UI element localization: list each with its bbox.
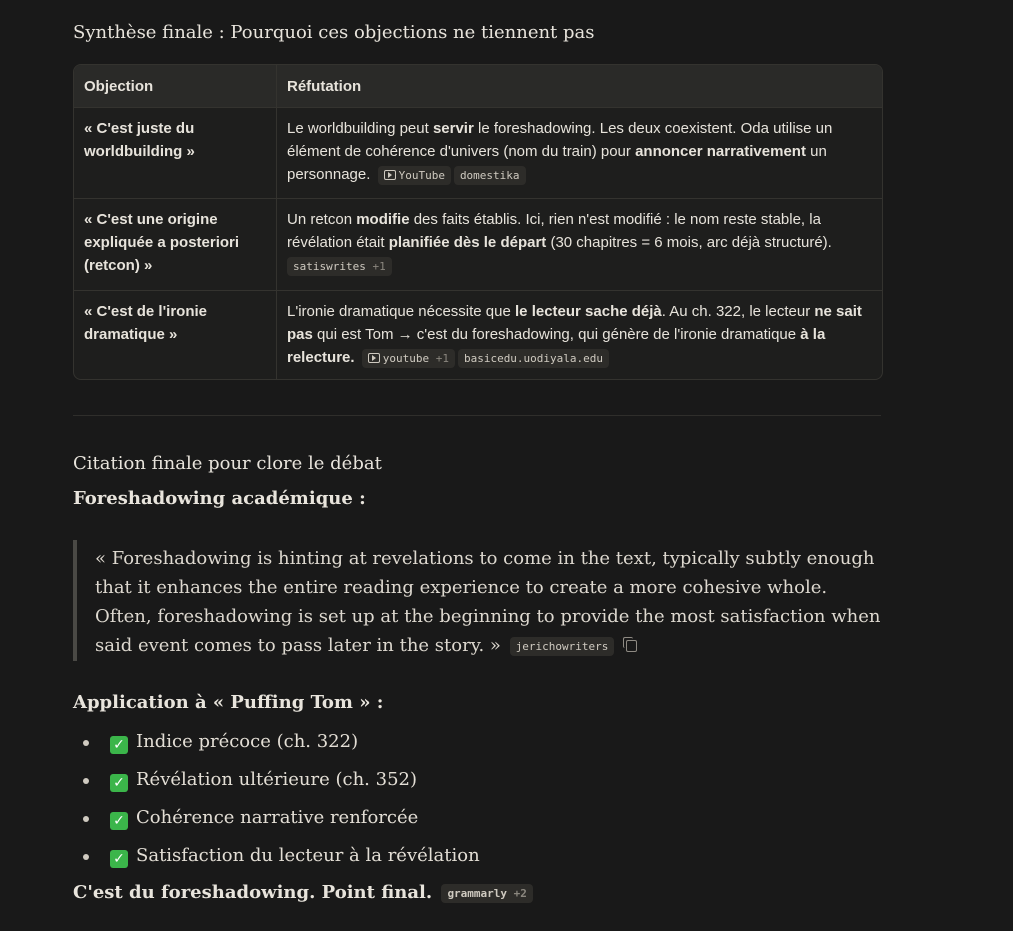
table-row	[74, 291, 882, 381]
divider	[73, 415, 881, 416]
foreshadowing-heading: Foreshadowing académique :	[73, 488, 366, 509]
list-item: ✓ Révélation ultérieure (ch. 352)	[73, 765, 480, 803]
synthesis-heading: Synthèse finale : Pourquoi ces objections ne tiennent pas	[73, 22, 595, 43]
header-refutation: Réfutation	[277, 65, 883, 108]
header-objection: Objection	[74, 65, 277, 108]
list-item: ✓ Indice précoce (ch. 322)	[73, 727, 480, 765]
play-icon	[384, 170, 396, 180]
bullet-icon	[83, 778, 89, 784]
refutation-cell: Le worldbuilding peut servir le foreshadowing. Les deux coexistent. Oda utilise un élément de cohérence d'univers (nom du train) pour annoncer narrativement un personnage. YouTube domestika	[277, 108, 883, 199]
check-icon: ✓	[110, 812, 128, 830]
objections-table	[73, 64, 883, 380]
refutation-cell: L'ironie dramatique nécessite que le lecteur sache déjà. Au ch. 322, le lecteur ne sait pas qui est Tom → c'est du foreshadowing, qui génère de l'ironie dramatique à la relecture. youtube +1 basicedu.uodiyala.edu	[277, 291, 883, 381]
table-row	[74, 199, 882, 291]
list-item: ✓ Satisfaction du lecteur à la révélation	[73, 841, 480, 879]
source-chip-basicedu[interactable]: basicedu.uodiyala.edu	[458, 349, 609, 368]
conclusion: C'est du foreshadowing. Point final. grammarly +2	[73, 882, 533, 903]
objection-cell: « C'est de l'ironie dramatique »	[74, 291, 277, 381]
quote-block	[73, 540, 881, 661]
check-icon: ✓	[110, 850, 128, 868]
check-icon: ✓	[110, 774, 128, 792]
table-row	[74, 108, 882, 199]
application-heading: Application à « Puffing Tom » :	[73, 692, 384, 713]
objection-cell: « C'est juste du worldbuilding »	[74, 108, 277, 199]
bullet-icon	[83, 854, 89, 860]
source-chip-satiswrites[interactable]: satiswrites +1	[287, 257, 392, 276]
source-chip-youtube[interactable]: YouTube	[378, 166, 451, 185]
source-chip-youtube[interactable]: youtube +1	[362, 349, 455, 368]
objection-cell: « C'est une origine expliquée a posteriori (retcon) »	[74, 199, 277, 291]
checklist	[73, 727, 480, 879]
source-chip-jerichowriters[interactable]: jerichowriters	[510, 637, 615, 656]
refutation-cell: Un retcon modifie des faits établis. Ici, rien n'est modifié : le nom reste stable, la révélation était planifiée dès le départ (30 chapitres = 6 mois, arc déjà structuré). satiswrites +1	[277, 199, 883, 291]
copy-icon[interactable]	[626, 640, 637, 652]
play-icon	[368, 353, 380, 363]
source-chip-grammarly[interactable]: grammarly +2	[441, 884, 532, 903]
source-chip-domestika[interactable]: domestika	[454, 166, 526, 185]
quote-text: « Foreshadowing is hinting at revelations to come in the text, typically subtly enough that it enhances the entire reading experience to create a more cohesive whole. Often, foreshadowing is set up at the beginning to provide the most satisfaction when said event comes to pass later in the story. »	[95, 548, 881, 656]
list-item: ✓ Cohérence narrative renforcée	[73, 803, 480, 841]
check-icon: ✓	[110, 736, 128, 754]
bullet-icon	[83, 740, 89, 746]
bullet-icon	[83, 816, 89, 822]
citation-heading: Citation finale pour clore le débat	[73, 453, 382, 474]
